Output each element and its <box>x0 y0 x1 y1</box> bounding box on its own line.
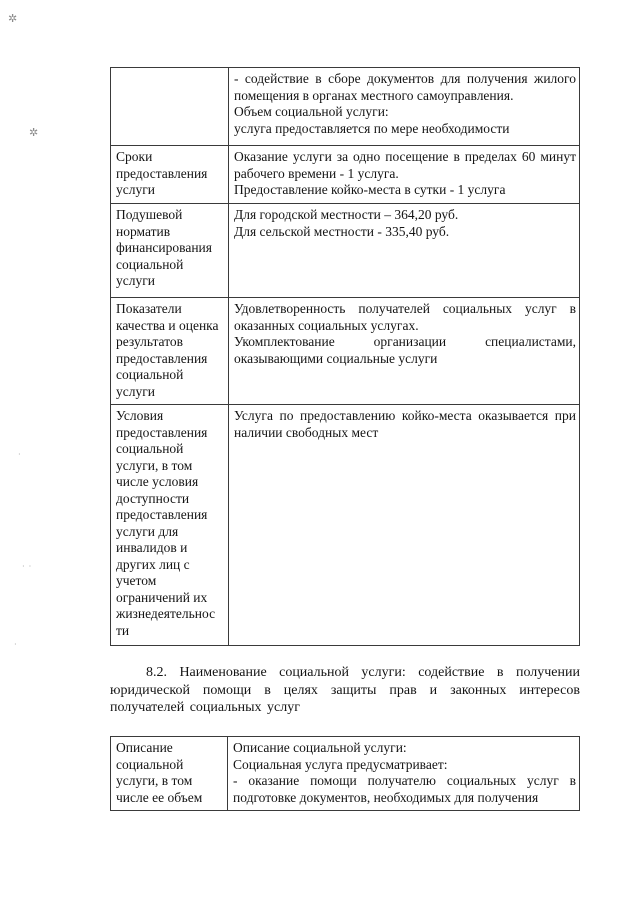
table-row <box>111 405 580 646</box>
table-row <box>111 204 580 298</box>
row-content: Услуга по предоставлению койко-места оказывается при наличии свободных мест <box>229 405 580 646</box>
row-label <box>111 68 229 146</box>
section-heading: 8.2. Наименование социальной услуги: содействие в получении юридической помощи в целях защиты прав и законных интересов получателей социальных услуг <box>110 665 580 715</box>
scan-dot: · <box>18 450 22 459</box>
row-label: Условия предоставления социальной услуги, в том числе условия доступности предоставления услуги для инвалидов и других лиц с учетом ограничений их жизнедеятельнос ти <box>111 405 229 646</box>
row-label: Сроки предоставления услуги <box>111 146 229 204</box>
row-content: - содействие в сборе документов для получения жилого помещения в органах местного самоуправления. Объем социальной услуги: услуга предоставляется по мере необходимости <box>229 68 580 146</box>
row-label: Показатели качества и оценка результатов предоставления социальной услуги <box>111 298 229 405</box>
scan-dot: · <box>14 640 18 649</box>
table-row <box>111 298 580 405</box>
scan-speck-mark: ✲ <box>8 13 18 25</box>
scan-speck-mark: ✲ <box>29 127 39 139</box>
row-label: Описание социальной услуги, в том числе ее объем <box>111 737 228 811</box>
row-content: Описание социальной услуги: Социальная услуга предусматривает: - оказание помощи получателю социальных услуг в подготовке документов, необходимых для получения <box>228 737 580 811</box>
row-content: Оказание услуги за одно посещение в пределах 60 минут рабочего времени - 1 услуга. Предоставление койко-места в сутки - 1 услуга <box>229 146 580 204</box>
row-content: Для городской местности – 364,20 руб. Для сельской местности - 335,40 руб. <box>229 204 580 298</box>
row-content: Удовлетворенность получателей социальных услуг в оказанных социальных услугах. Укомплектование организации специалистами, оказывающими социальные услуги <box>229 298 580 405</box>
table-row <box>111 68 580 146</box>
service-table <box>110 67 580 646</box>
scan-dot: · · <box>22 562 33 571</box>
table-row <box>111 737 580 811</box>
service-table <box>110 736 580 811</box>
row-label: Подушевой норматив финансирования социальной услуги <box>111 204 229 298</box>
table-row <box>111 146 580 204</box>
